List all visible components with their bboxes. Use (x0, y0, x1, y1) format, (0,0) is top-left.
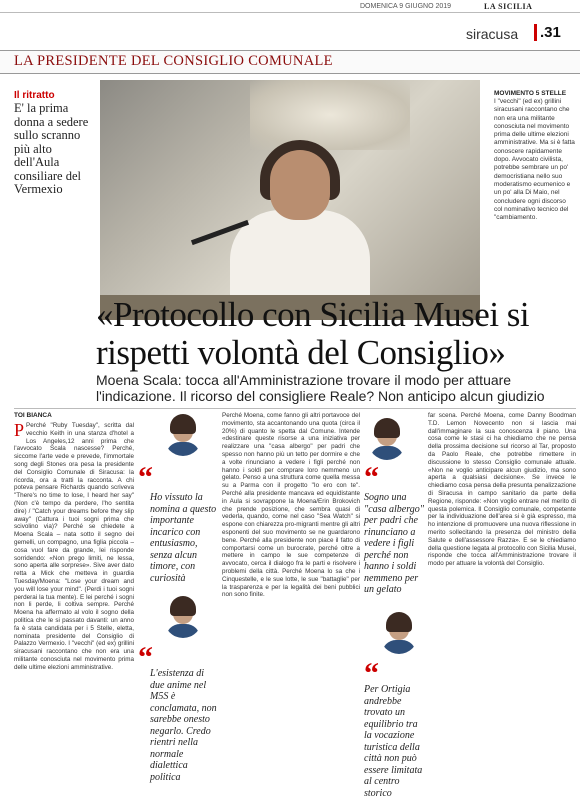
column-1-text: Perché "Ruby Tuesday", scritta dal vecchio Keith in una stanza d'hotel a Los Angeles,12 anni prima che l'avvocato Scala nascesse? Perché, siccome l'arte vede e prevede, l'immortale song degli Stones ora pesa la presidente del Consiglio Comunale di Siracusa: la ricorda, ora a tratti la racconta. A chi poteva pensare Richards quando scriveva "There's no time to lose, I heard her say" (Non c'è tempo da perdere, l'ho sentita dire) / "Catch your dreams before they slip away" (Cattura i tuoi sogni prima che scivolino via)? Perché se chiedete a Moena Scala – nata sotto il segno dei gemelli, un compagno, una figlia piccola – cosa vuol fare da grande, lei risponde sorridendo: «Non prego limiti, ne lessa, sono aperta alle sorprese». Sive aver dato retta a Mick che metteva in guardia Tuesday/Moena: "Lose your dream and you will lose your mind". (Perdi i tuoi sogni perderai la tua mente). E lei perché i sogni non li perde, li coltiva sempre. Perché Moena ha affermato al volo il sogno della politica che le si passato davanti: un anno fa è stata candidata per i 5 Stelle, eletta, nominata presidente del Consiglio di Palazzo Vermexio. I "vecchi" (ed ex) grillini siracusani raccontano che non era una militante conosciuta nel movimento prima delle ultime elezioni amministrative. (14, 422, 134, 671)
portrait-hair (170, 596, 196, 616)
article-column-2: Perché Moena, come fanno gli altri portavoce del movimento, sta accantonando una quota (circa il 20%) di quanto le spetta dal Comune. Intende «destinare queste risorse a una iniziativa per realizzare una "casa albergo" per padri che spesso non hanno più un tetto per dormire e che a volte rinunciano a vedere i figli perché non hanno i soldi per comprare loro nemmeno un gelato. Penso a una struttura come quella messa su a Parma con il progetto "Io ero con te". Perché alla presidente mancava ed equidistante in Aula si sovrappone la Moena/Erin Brokovich che prende posizione, che sembra quasi di vederla, quando, come nel caso "Sea Watch" si espone con chiarezza pro-migranti mentre gli altri esponenti del suo movimento se ne guardarono bene. Perché alla presidente non piace il fatto di comportarsi come un burocrate, perché oltre a mettere in campo le sue competenze di avvocato, cerca il dialogo fra le parti e risolvere i problemi della città. Perché Moena lo sa che i Cinquestelle, e le sue lotte, le sue "battaglie" per la trasparenza e per la legalità dei beni pubblici non sono finite. (222, 412, 360, 599)
pull-quote-3: Sogno una "casa albergo" per padri che rinunciano a vedere i figli perché non hanno i soldi nemmeno per un gelato (364, 492, 424, 595)
page-number: .31 (534, 24, 561, 41)
portrait-shirt (166, 442, 200, 456)
topic-title: LA PRESIDENTE DEL CONSIGLIO COMUNALE (14, 53, 333, 69)
section-name: siracusa (466, 26, 519, 42)
portrait-hair (386, 612, 412, 632)
portrait-photo-3 (368, 416, 406, 460)
headline: «Protocollo con Sicilia Musei si rispetti volontà del Consiglio» (96, 295, 530, 372)
section-rule (14, 408, 576, 409)
photo-lamp (250, 80, 410, 150)
quote-mark-icon: “ (138, 641, 153, 674)
pull-quote-2: L'esistenza di due anime nel M5S è conclamata, non sarebbe onesto negarlo. Credo rientri nella normale dialettica politica (150, 668, 217, 783)
pull-quote-4: Per Ortigia andrebbe trovato un equilibrio tra la vocazione turistica della città non può essere limitata al centro storico (364, 684, 423, 799)
pull-quote-1: Ho vissuto la nomina a questo importante incarico con entusiasmo, senza alcun timore, con curiosità (150, 492, 217, 584)
quote-mark-icon: “ (364, 657, 379, 690)
bio-heading: MOVIMENTO 5 STELLE (494, 90, 567, 97)
portrait-photo-4 (380, 610, 418, 654)
bio-text: I "vecchi" (ed ex) grillini siracusani raccontano che non era una militante conosciuta nel movimento prima delle ultime elezioni amministrative. Ma si è fatta conoscere rapidamente dopo. Avvocato civilista, potrebbe sembrare un po' democristiana nello suo moderatismo ecumenico e un po' alla Di Maio, nel concludere ogni discorso col nominativo tecnico del "cambiamento. (494, 98, 575, 222)
photo-head (270, 150, 330, 220)
header-rule (0, 12, 580, 13)
quote-mark-icon: “ (364, 461, 379, 494)
portrait-shirt (382, 640, 416, 654)
sidebar-kicker: Il ritratto (14, 90, 55, 101)
portrait-shirt (166, 624, 200, 638)
issue-date: DOMENICA 9 GIUGNO 2019 (360, 3, 452, 10)
portrait-hair (170, 414, 196, 434)
byline: TOI BIANCA (14, 412, 52, 419)
portrait-shirt (370, 446, 404, 460)
portrait-photo-2 (164, 594, 202, 638)
portrait-hair (374, 418, 400, 438)
portrait-photo-1 (164, 412, 202, 456)
main-photo (100, 80, 480, 320)
article-column-3: far scena. Perché Moena, come Danny Boodman T.D. Lemon Novecento non si lascia mai dall'immaginare la sua conoscenza il piano. Una cosa come le stasi ci ha chiediamo che ne pensa della prossima decisione sul ricorso al Tar, proposto da Paolo Reale, che potrebbe rimettere in discussione lo stesso Consiglio comunale attuale. «Non ne voglio anticipare alcun giudizio, ma sono aperta a qualsiasi decisione». Se invece le chiediamo cosa pensa della presunta penalizzazione di Siracusa in campo sanitario da parte della Regione, risponde: «Non voglio entrare nel merito di questa polemica. Il Consiglio comunale, competente per la individuazione dell'area si è già espresso, ma ho intenzione di promuovere una nuova riflessione in merito sollecitando la presenza del ministro della Salute e dell'assessore Razza». E se le chiediamo della questione legata al protocollo con Sicilia Musei, risponde che tocca all'Amministrazione trovare il modo per attuare la volontà del Consiglio. (428, 412, 576, 568)
newspaper-name: LA SICILIA (484, 2, 533, 11)
quote-mark-icon: “ (138, 461, 153, 494)
drop-cap: P (14, 422, 25, 440)
sidebar-text: E' la prima donna a sedere sullo scranno più alto dell'Aula consiliare del Vermexio (14, 101, 89, 196)
article-column-1 (14, 422, 134, 787)
subheadline: Moena Scala: tocca all'Amministrazione trovare il modo per attuare l'indicazione. Il ricorso del consigliere Reale? Non anticipo alcun giudizio (96, 372, 545, 404)
